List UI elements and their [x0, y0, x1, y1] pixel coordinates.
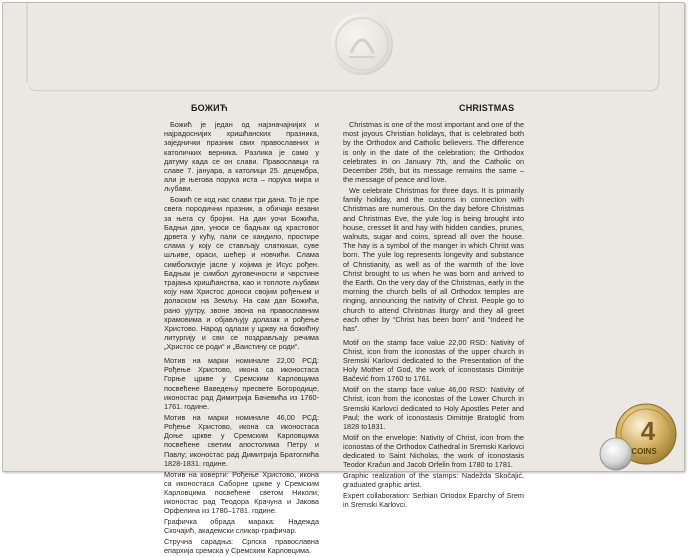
english-envelope-motif: Motif on the envelope: Nativity of Christ, icon from the iconostas of the Orthodox Cathedral in Sremski Karlovci dedicated to Saint Nicholas, the work of iconostasis Teodor Kračun and Jacob Orfelin from 1780 to 1781. — [343, 432, 524, 470]
coin-label: COINS — [631, 447, 657, 456]
embossed-seal — [331, 13, 393, 75]
serbian-intro-paragraph: Божић је један од најзначајнијих и најрадоснијих хришћанских празника, заједнички празник свих православних и католичких верника. Разлика је само у датуму када се он слави. Православци га славе 7. јануара, а католици 25. децембра, али је његова порука иста – порука мира и љубави. — [164, 120, 319, 194]
english-graphic-credit: Graphic realization of the stamps: Nadežda Skočajić, graduated graphic artist. — [343, 471, 524, 490]
coins-watermark-logo — [596, 394, 682, 474]
english-stamp2-motif: Motif on the stamp face value 46,00 RSD: Nativity of Christ, icon from the iconostas of the Lower Church in Sremski Karlovci dedicated to Holy Apostles Peter and Paul; the work of iconostasis Dimitrije Bratoglić from 1828 to1831. — [343, 385, 524, 431]
envelope-back — [2, 2, 685, 556]
serbian-graphic-credit: Графичка обрада марака: Надежда Скочајић, академски сликар-графичар. — [164, 517, 319, 536]
english-stamp1-motif: Motif on the stamp face value 22,00 RSD: Nativity of Christ, icon from the iconostas of the upper church in Sremski Karlovci dedicated to the Presentation of the Holy Mother of God, the work of iconostasis Dimitrije Bačević from 1760 to 1761. — [343, 337, 524, 384]
english-customs-paragraph: We celebrate Christmas for three days. It is primarily family holiday, and the customs in connection with Christmas are numerous. On the day before Christmas and Christmas Eve, the yule log is being brought into house, cresset lit and hay with hidden candies, prunes, walnuts, sugar and coins, spread all over the house. The hay is a symbol of the manger in which Christ was born. The yule log represents longevity and substance of Christianity, as well as of the warmth of the love Christ brought to us when he was born and arrived to the Earth. On the very day of the Christmas, early in the morning the church bells of all Orthodox temples are ringing, announcing the nativity of Christ. People go to church to attend Christmas liturgy and they all greet each other by “Christ has been born” and “Indeed he has”. — [343, 185, 524, 333]
serbian-customs-paragraph: Божић се код нас слави три дана. То је пре свега породични празник, а обичаји везани за њега су бројни. На дан уочи Божића, Бадњи дан, уноси се бадњак од храстовог дрвета у кућу, пали се кандило, простире слама у коју се стављају слаткиши, суве шљиве, ораси, шећер и новчићи. Слама симболизује јасле у којима је Исус рођен. Бадњак је симбол дуговечности и чврстине трајања хришћанства, као и топлоте љубави коју нам Христос доноси својим рођењем и доласком на Земљу. На сам дан Божића, рано ујутру, звоне звона на православним храмовима и објављују долазак и рођење Христово. Народ одлази у цркву на божићну литургију и сви се поздрављају речима „Христос се роди“ и „Ваистину се роди“. — [164, 195, 319, 352]
serbian-stamp2-motif: Мотив на марки номинале 46,00 РСД: Рођење Христово, икона са иконостаса Доње цркве у Сремским Карловцима посвећене светим апостолима Петру и Павлу; иконостас рад Димитрија Братоглића 1828-1831. године. — [164, 412, 319, 468]
serbian-stamp1-motif: Мотив на марки номинале 22,00 РСД: Рођење Христово, икона са иконостаса Горње цркве у Сремским Карловцима посвећене Ваведењу пресвете Богородице, иконостас рад Димитрија Бачевића из 1760-1761. године. — [164, 356, 319, 412]
serbian-envelope-motif: Мотив на коверти: Рођење Христово, икона са иконостаса Саборне цркве у Сремским Карловцима посвећене светом Николи; иконостас рад Теодора Крачуна и Јакова Орфелина из 1780–1781. године. — [164, 469, 319, 516]
coin-number: 4 — [640, 416, 656, 446]
english-expert-credit: Expert collaboration: Serbian Ortodox Eparchy of Srem in Sremski Karlovci. — [343, 490, 524, 510]
heading-english: CHRISTMAS — [459, 103, 515, 113]
english-intro-paragraph: Christmas is one of the most important and one of the most joyous Christian holidays, that is celebrated both by the Orthodox and Catholic believers. The difference is only in the date of the celebration; the Orthodox celebrates in on January 7th, and the Catholic on December 25th, but its message remains the same – the message of peace and love. — [343, 120, 524, 185]
serbian-expert-credit: Стручна сарадња: Српска православна епархија сремска у Сремским Карловцима. — [164, 536, 319, 556]
heading-serbian: БОЖИЋ — [191, 103, 228, 113]
english-text-column — [343, 120, 524, 511]
serbian-text-column — [164, 120, 319, 557]
